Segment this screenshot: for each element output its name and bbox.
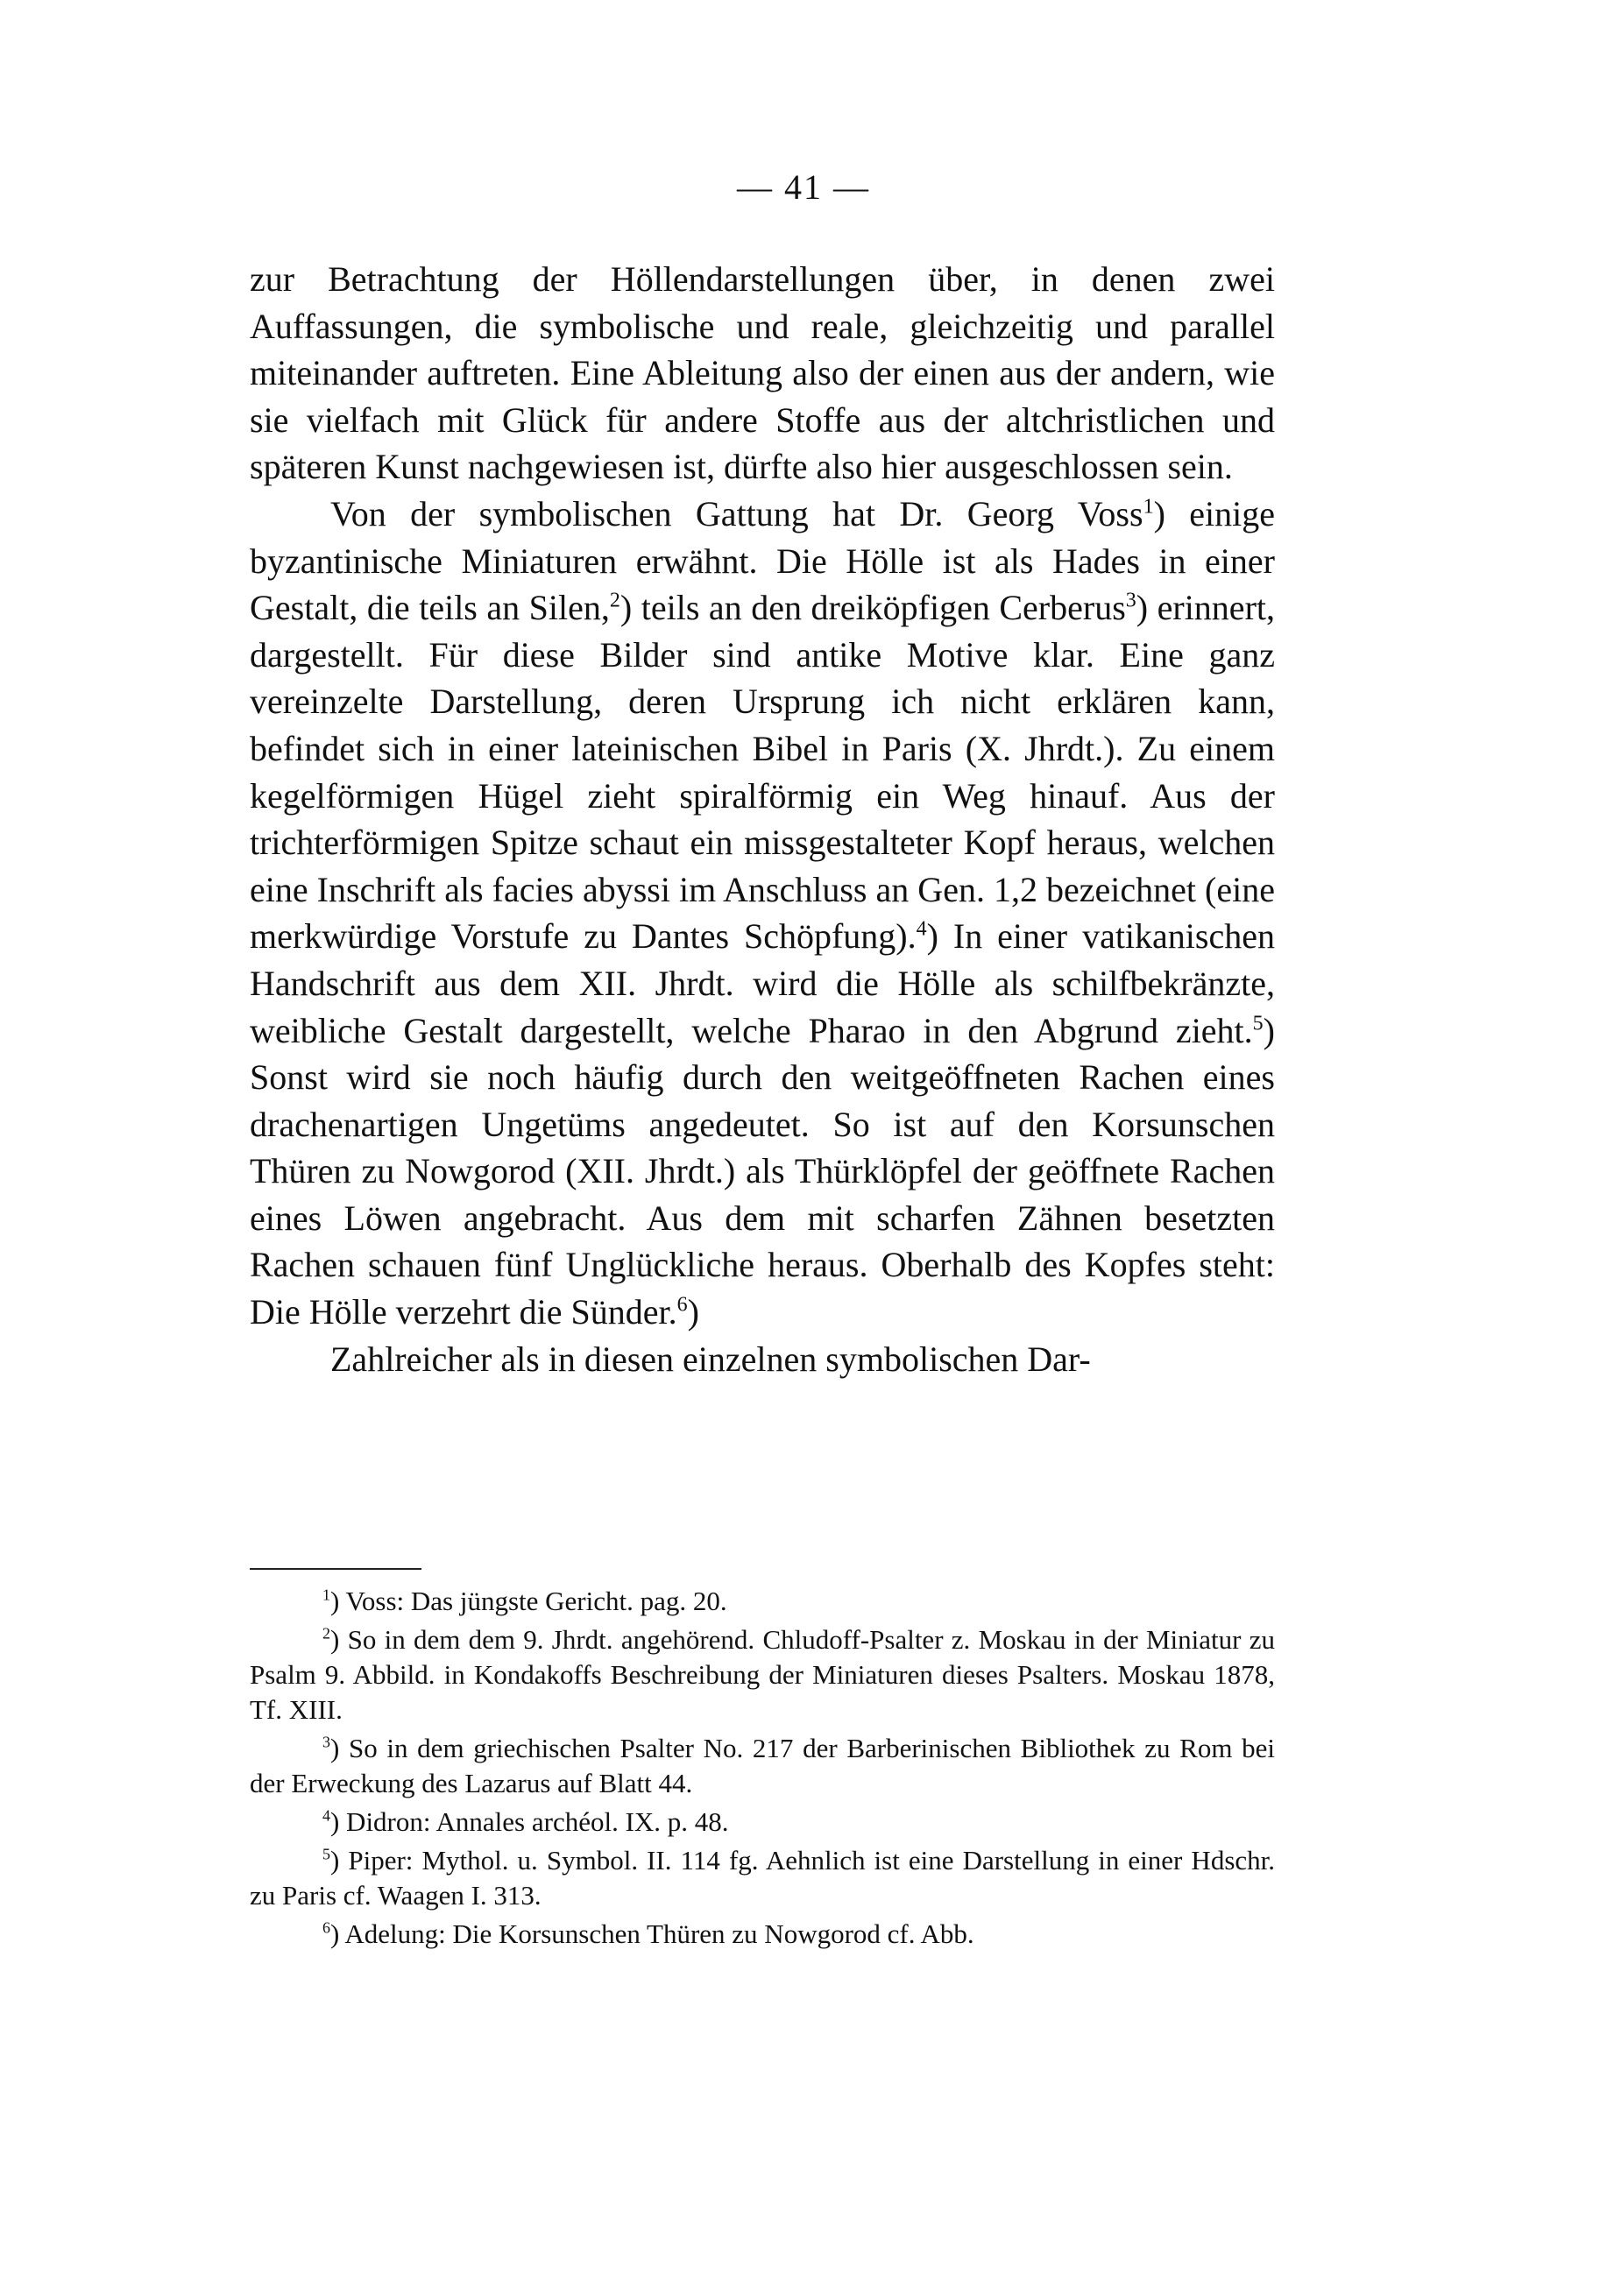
footnote-5 — [250, 1843, 1275, 1913]
paragraph-2-segment: ) erinnert, dargestellt. Für diese Bilder sind antike Motive klar. Eine ganz vereinzelte Darstellung, deren Ursprung ich nicht erklären kann, befindet sich in einer lateinischen Bibel in Paris (X. Jhrdt.). Zu einem kegelförmigen Hügel zieht spiralförmig ein Weg hinauf. Aus der trichterförmigen Spitze schaut ein missgestalteter Kopf heraus, welchen eine Inschrift als facies abyssi im Anschluss an Gen. 1,2 bezeichnet (eine merkwürdige Vorstufe zu Dantes Schöpfung). — [250, 588, 1275, 957]
footnote-3 — [250, 1731, 1275, 1801]
footnote-2 — [250, 1622, 1275, 1727]
footnote-reference-5: 5 — [1252, 1012, 1264, 1035]
footnote-reference-2: 2 — [609, 589, 620, 612]
footnote-number: 6 — [322, 1918, 330, 1937]
footnote-reference-3: 3 — [1125, 589, 1136, 612]
paragraph-2-segment: ) In einer vatikanischen Handschrift aus dem XII. Jhrdt. wird die Hölle als schilfbekränzte, weibliche Gestalt dargestellt, welche Pharao in den Abgrund zieht. — [250, 916, 1275, 1050]
page-number: — 41 — — [737, 167, 870, 207]
footnote-4 — [250, 1805, 1275, 1840]
footnote-reference-4: 4 — [916, 917, 927, 941]
footnote-text: ) So in dem dem 9. Jhrdt. angehörend. Chludoff-Psalter z. Moskau in der Miniatur zu Psalm 9. Abbild. in Kondakoffs Beschreibung der Miniaturen dieses Psalters. Moskau 1878, Tf. XIII. — [250, 1624, 1275, 1725]
footnote-text: ) So in dem griechischen Psalter No. 217 der Barberinischen Bibliothek zu Rom bei der Erweckung des Lazarus auf Blatt 44. — [250, 1733, 1275, 1798]
paragraph-2-segment: ) Sonst wird sie noch häufig durch den weitgeöffneten Rachen eines drachenartigen Ungetüms angedeutet. So ist auf den Korsunschen Thüren zu Nowgorod (XII. Jhrdt.) als Thürklöpfel der geöffnete Rachen eines Löwen angebracht. Aus dem mit scharfen Zähnen besetzten Rachen schauen fünf Unglückliche heraus. Oberhalb des Kopfes steht: Die Hölle verzehrt die Sünder. — [250, 1010, 1275, 1332]
footnote-text: ) Voss: Das jüngste Gericht. pag. 20. — [329, 1586, 727, 1616]
footnote-divider — [250, 1568, 421, 1570]
footnote-number: 3 — [322, 1733, 330, 1751]
footnote-number: 2 — [322, 1624, 330, 1643]
footnote-number: 1 — [322, 1586, 330, 1604]
paragraph-1: zur Betrachtung der Höllendarstellungen über, in denen zwei Auffassungen, die symbolische und reale, gleichzeitig und parallel miteinander auftreten. Eine Ableitung also der einen aus der andern, wie sie vielfach mit Glück für andere Stoffe aus der altchristlichen und späteren Kunst nachgewiesen ist, dürfte also hier ausgeschlossen sein. — [250, 259, 1275, 487]
paragraph-3: Zahlreicher als in diesen einzelnen symbolischen Dar- — [330, 1339, 1091, 1379]
footnote-6 — [250, 1917, 1275, 1952]
paragraph-2-segment: ) einige byzantinische Miniaturen erwähnt. Die Hölle ist als Hades in einer Gestalt, die teils an Silen, — [250, 493, 1275, 628]
paragraph-2-segment: Von der symbolischen Gattung hat Dr. Georg Voss — [330, 493, 1143, 533]
footnote-text: ) Didron: Annales archéol. IX. p. 48. — [329, 1806, 729, 1837]
footnote-text: ) Adelung: Die Korsunschen Thüren zu Nowgorod cf. Abb. — [329, 1918, 974, 1949]
footnote-text: ) Piper: Mythol. u. Symbol. II. 114 fg. Aehnlich ist eine Darstellung in einer Hdschr. zu Paris cf. Waagen I. 313. — [250, 1845, 1275, 1911]
paragraph-2-segment: ) teils an den dreiköpfigen Cerberus — [619, 588, 1126, 628]
footnote-reference-6: 6 — [676, 1293, 688, 1317]
footnotes — [250, 1584, 1275, 1955]
main-text — [250, 256, 1275, 1382]
paragraph-2 — [250, 491, 1275, 1336]
footnote-1 — [250, 1584, 1275, 1619]
footnote-number: 4 — [322, 1806, 330, 1825]
footnote-number: 5 — [322, 1845, 330, 1863]
paragraph-2-segment: ) — [687, 1292, 699, 1332]
footnote-reference-1: 1 — [1143, 495, 1154, 519]
